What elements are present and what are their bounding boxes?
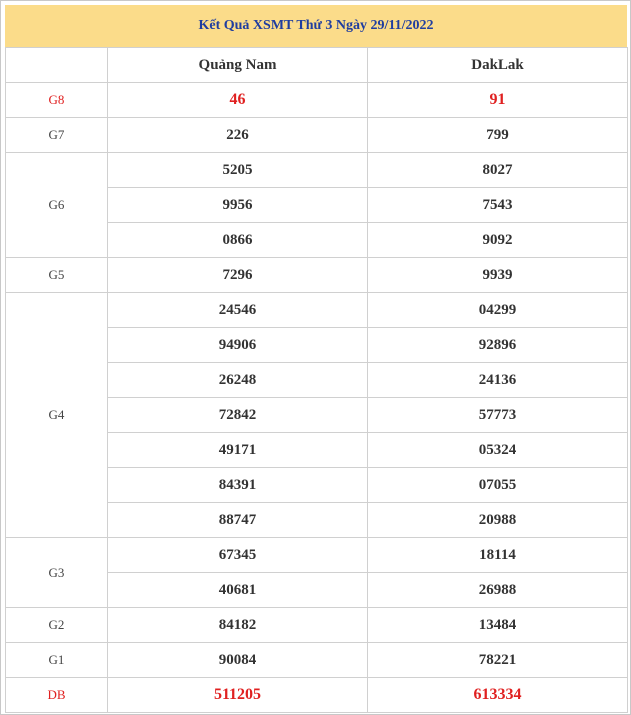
table-row [6,293,628,328]
result-number: 57773 [368,398,628,433]
result-number: 511205 [108,678,368,713]
header-row [6,48,628,83]
result-number: 90084 [108,643,368,678]
table-row [6,608,628,643]
header-province-1: Quảng Nam [108,48,368,83]
result-number: 9092 [368,223,628,258]
result-number: 7296 [108,258,368,293]
results-title: Kết Quả XSMT Thứ 3 Ngày 29/11/2022 [5,5,627,47]
result-number: 13484 [368,608,628,643]
result-number: 05324 [368,433,628,468]
result-number: 67345 [108,538,368,573]
result-number: 24136 [368,363,628,398]
result-number: 04299 [368,293,628,328]
prize-label-g8: G8 [6,83,108,118]
table-row [6,153,628,188]
result-number: 799 [368,118,628,153]
result-number: 20988 [368,503,628,538]
result-number: 613334 [368,678,628,713]
result-number: 84182 [108,608,368,643]
header-prize [6,48,108,83]
result-number: 07055 [368,468,628,503]
result-number: 226 [108,118,368,153]
result-number: 40681 [108,573,368,608]
result-number: 9956 [108,188,368,223]
result-number: 78221 [368,643,628,678]
table-row [6,258,628,293]
table-row [6,83,628,118]
result-number: 26988 [368,573,628,608]
result-number: 24546 [108,293,368,328]
result-number: 9939 [368,258,628,293]
prize-label-g7: G7 [6,118,108,153]
result-number: 84391 [108,468,368,503]
prize-label-g1: G1 [6,643,108,678]
result-number: 46 [108,83,368,118]
result-number: 91 [368,83,628,118]
result-number: 7543 [368,188,628,223]
result-number: 72842 [108,398,368,433]
prize-label-g3: G3 [6,538,108,608]
result-number: 26248 [108,363,368,398]
prize-label-g4: G4 [6,293,108,538]
result-number: 92896 [368,328,628,363]
table-row [6,118,628,153]
results-body [6,83,628,713]
result-number: 0866 [108,223,368,258]
prize-label-db: DB [6,678,108,713]
results-table [5,47,628,713]
prize-label-g5: G5 [6,258,108,293]
prize-label-g6: G6 [6,153,108,258]
result-number: 94906 [108,328,368,363]
result-number: 5205 [108,153,368,188]
table-row [6,538,628,573]
result-number: 8027 [368,153,628,188]
result-number: 49171 [108,433,368,468]
result-number: 88747 [108,503,368,538]
prize-label-g2: G2 [6,608,108,643]
header-province-2: DakLak [368,48,628,83]
table-row [6,643,628,678]
table-row [6,678,628,713]
result-number: 18114 [368,538,628,573]
